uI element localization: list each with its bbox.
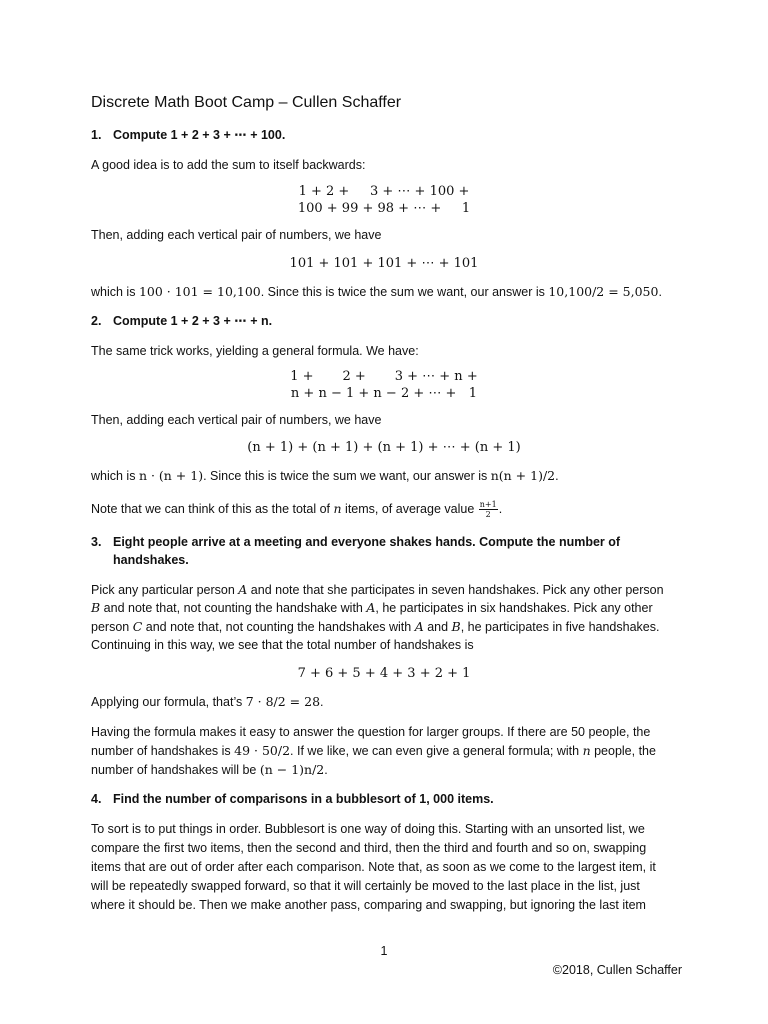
result-math: 100 · 101 = 10,100 — [138, 284, 261, 299]
section-3-paragraph-1-line-2 — [91, 600, 691, 616]
section-2-heading-text: Compute 1 + 2 + 3 + ⋯ + n. — [113, 314, 273, 328]
text: and note that, not counting the handshake with — [100, 601, 367, 615]
result-text: . Since this is twice the sum we want, our answer is — [260, 285, 549, 299]
section-3-heading-continued: handshakes. — [113, 553, 189, 567]
section-1-equation-c: 101 + 101 + 101 + ⋯ + 101 — [289, 256, 479, 271]
variable: A — [366, 600, 376, 615]
math: 7 · 8/2 = 28 — [245, 694, 321, 709]
section-2-note — [91, 500, 691, 519]
text: and note that she participates in seven handshakes. Pick any other person — [247, 583, 664, 597]
text: and — [423, 620, 452, 634]
section-3-heading — [91, 534, 691, 550]
fraction-numerator: n+1 — [479, 500, 497, 509]
section-3-paragraph-2-line-1: Having the formula makes it easy to answer the question for larger groups. If there are 50 people, the — [91, 725, 651, 739]
document-title: Discrete Math Boot Camp – Cullen Schaffer — [91, 94, 402, 111]
section-3-number: 3. — [91, 535, 102, 549]
section-4-heading-text: Find the number of comparisons in a bubblesort of 1, 000 items. — [113, 792, 494, 806]
text: , he participates in five handshakes. — [460, 620, 660, 634]
fraction — [479, 500, 498, 519]
section-1-heading-text: Compute 1 + 2 + 3 + ⋯ + 100. — [113, 128, 286, 142]
result-text: which is — [91, 285, 139, 299]
section-3-equation: 7 + 6 + 5 + 4 + 3 + 2 + 1 — [297, 666, 471, 681]
text: . — [320, 695, 324, 709]
text: , he participates in six handshakes. Pick any other — [375, 601, 653, 615]
result-text: . Since this is twice the sum we want, our answer is — [203, 469, 491, 483]
note-text: items, of average value — [341, 501, 478, 516]
section-4-paragraph-line-5: where it should be. Then we make another pass, comparing and swapping, but ignoring the last item — [91, 898, 646, 912]
note-variable: n — [333, 500, 342, 516]
text: . If we like, we can even give a general formula; with — [290, 744, 583, 758]
section-2-equation-c: (n + 1) + (n + 1) + (n + 1) + ⋯ + (n + 1) — [247, 440, 521, 455]
copyright-notice: ©2018, Cullen Schaffer — [552, 963, 682, 977]
section-2-then: Then, adding each vertical pair of numbers, we have — [91, 413, 382, 427]
section-1-equation-a: 1 + 2 + 3 + ⋯ + 100 + — [298, 184, 470, 199]
section-3-paragraph-1-line-4: Continuing in this way, we see that the total number of handshakes is — [91, 638, 474, 652]
section-1-equation-b: 100 + 99 + 98 + ⋯ + 1 — [297, 201, 471, 216]
section-2-equation-b: n + n − 1 + n − 2 + ⋯ + 1 — [290, 386, 478, 401]
section-3-apply — [91, 694, 691, 710]
text: person — [91, 620, 133, 634]
section-2-equation-a: 1 + 2 + 3 + ⋯ + n + — [290, 369, 478, 384]
section-2-number: 2. — [91, 314, 102, 328]
section-4-paragraph-line-4: will be repeatedly swapped forward, so that it will certainly be moved to the last place in the list, just — [91, 879, 640, 893]
section-1-number: 1. — [91, 128, 102, 142]
section-1-then: Then, adding each vertical pair of numbers, we have — [91, 228, 382, 242]
result-text: which is — [91, 469, 139, 483]
section-4-heading — [91, 791, 691, 807]
note-text: . — [498, 501, 503, 516]
note-text: Note that we can think of this as the total of — [91, 501, 334, 516]
section-4-paragraph-line-2: compare the first two items, then the second and third, then the third and fourth and so on, swapping — [91, 841, 647, 855]
text: Pick any particular person — [91, 583, 239, 597]
text: number of handshakes is — [91, 744, 235, 758]
fraction-denominator: 2 — [485, 510, 491, 519]
result-text: . — [555, 469, 559, 483]
variable: A — [238, 582, 248, 597]
section-4-number: 4. — [91, 792, 102, 806]
section-4-paragraph-line-3: items that are out of order after each comparison. Note that, as soon as we come to the largest item, it — [91, 860, 656, 874]
variable: n — [582, 743, 591, 758]
text: Applying our formula, that’s — [91, 695, 246, 709]
section-1-result — [91, 284, 691, 300]
section-1-intro: A good idea is to add the sum to itself backwards: — [91, 158, 366, 172]
text: number of handshakes will be — [91, 763, 260, 777]
page-number: 1 — [380, 944, 388, 958]
variable: C — [132, 619, 143, 634]
section-2-heading — [91, 313, 691, 329]
section-3-heading-text: Eight people arrive at a meeting and everyone shakes hands. Compute the number of — [113, 535, 621, 549]
result-text: . — [658, 285, 662, 299]
section-2-result — [91, 468, 691, 484]
section-3-paragraph-1-line-3 — [91, 619, 691, 635]
text: and note that, not counting the handshakes with — [142, 620, 415, 634]
section-3-paragraph-1-line-1 — [91, 582, 691, 598]
math: (n − 1)n/2 — [259, 762, 325, 777]
section-3-paragraph-2-line-2 — [91, 743, 691, 759]
variable: B — [91, 600, 101, 615]
result-math: 10,100/2 = 5,050 — [548, 284, 659, 299]
section-2-intro: The same trick works, yielding a general formula. We have: — [91, 344, 419, 358]
text: . — [324, 763, 328, 777]
section-4-paragraph-line-1: To sort is to put things in order. Bubblesort is one way of doing this. Starting with an unsorted list, we — [91, 822, 645, 836]
math: 49 · 50/2 — [234, 743, 291, 758]
section-3-paragraph-2-line-3 — [91, 762, 691, 778]
text: people, the — [590, 744, 656, 758]
variable: A — [414, 619, 424, 634]
variable: B — [451, 619, 461, 634]
section-1-heading — [91, 127, 691, 143]
result-math: n(n + 1)/2 — [490, 468, 556, 483]
result-math: n · (n + 1) — [138, 468, 204, 483]
